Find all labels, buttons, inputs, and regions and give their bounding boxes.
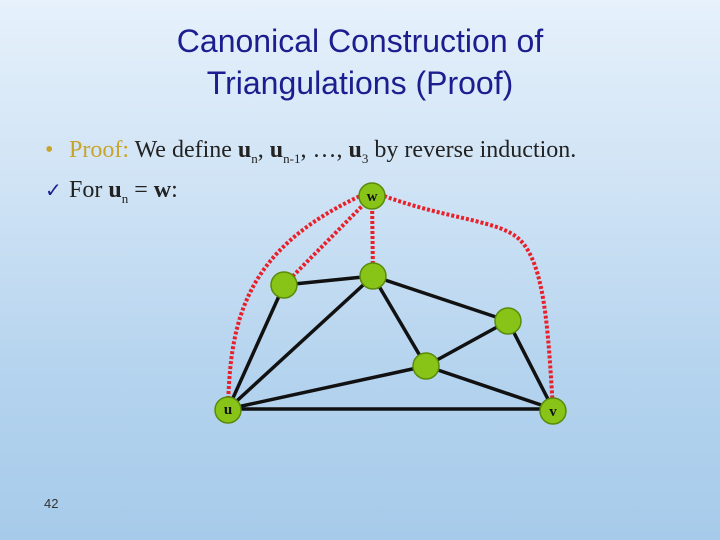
u-symbol: u: [269, 137, 284, 163]
bullet-dot-icon: •: [45, 137, 54, 163]
checkmark-icon: ✓: [45, 178, 62, 202]
vertex-label-u: u: [223, 402, 233, 418]
separator: ,: [257, 137, 270, 163]
subscript: n: [121, 190, 129, 206]
subscript: 3: [361, 150, 369, 166]
subscript: n: [251, 150, 258, 166]
proof-label: Proof:: [69, 137, 129, 163]
u-symbol: u: [237, 137, 252, 163]
vertex-label-w: w: [366, 189, 378, 205]
bullet-text: by reverse induction.: [368, 137, 577, 163]
subscript: n-1: [283, 150, 301, 166]
vertex: [271, 272, 297, 298]
edge: [228, 366, 426, 409]
bullet-text: We define: [129, 137, 238, 163]
title-line-1: Canonical Construction of: [176, 23, 544, 59]
vertex: [360, 263, 386, 289]
bullet-text: For: [69, 177, 109, 203]
title-line-2: Triangulations (Proof): [206, 65, 514, 101]
vertex: [495, 308, 521, 334]
u-symbol: u: [348, 137, 362, 163]
vertex-label-v: v: [549, 404, 557, 420]
edge: [228, 285, 284, 409]
edge-w-v: [384, 196, 553, 409]
edge: [426, 321, 508, 366]
equals: =: [128, 177, 154, 203]
vertex: [413, 353, 439, 379]
edge: [373, 276, 508, 321]
edge-w-a: [284, 196, 372, 285]
separator: , …,: [300, 137, 349, 163]
w-symbol: w: [153, 177, 172, 203]
u-symbol: u: [108, 177, 122, 203]
slide-number: 42: [44, 496, 59, 511]
colon: :: [171, 177, 178, 203]
